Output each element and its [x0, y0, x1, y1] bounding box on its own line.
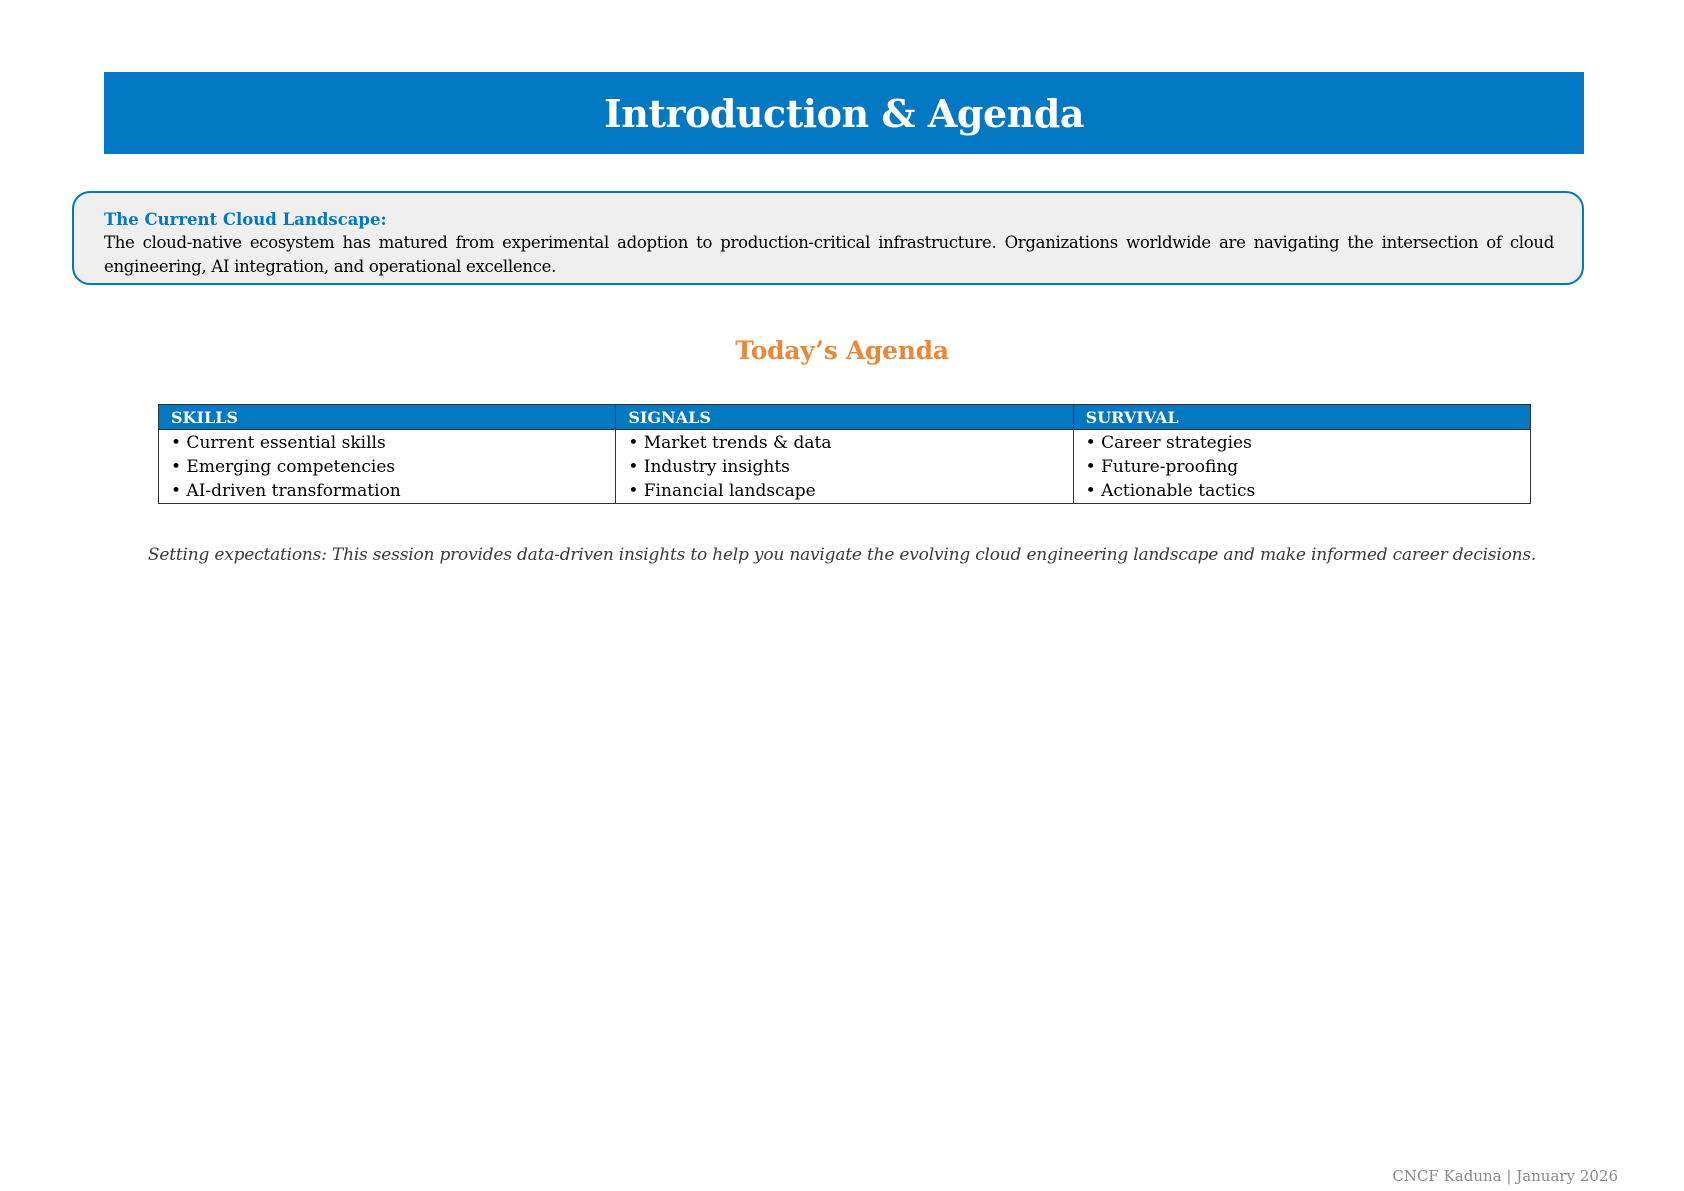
agenda-item: • Current essential skills	[171, 433, 386, 453]
agenda-item: • Market trends & data	[628, 433, 832, 453]
agenda-item: • AI-driven transformation	[171, 481, 401, 501]
agenda-item: • Career strategies	[1085, 433, 1252, 453]
agenda-item: • Actionable tactics	[1085, 481, 1256, 501]
agenda-item: • Industry insights	[628, 457, 790, 477]
title-banner	[104, 72, 1584, 154]
cloud-landscape-box	[72, 191, 1584, 285]
agenda-body-row	[159, 430, 1531, 504]
agenda-column-header-survival: SURVIVAL	[1073, 405, 1530, 430]
footer-text: CNCF Kaduna | January 2026	[1392, 1167, 1618, 1185]
agenda-column-header-skills: SKILLS	[159, 405, 616, 430]
agenda-cell-skills	[159, 430, 616, 504]
agenda-header-row	[159, 405, 1531, 430]
agenda-item: • Emerging competencies	[171, 457, 396, 477]
agenda-cell-signals	[616, 430, 1073, 504]
landscape-heading: The Current Cloud Landscape:	[104, 210, 387, 229]
agenda-heading: Today’s Agenda	[735, 336, 949, 365]
landscape-body: The cloud-native ecosystem has matured from experimental adoption to production-critical infrastructure. Organizations worldwide are navigating the intersection of cloud engineering, AI integration, and operational excellence.	[104, 233, 1554, 276]
agenda-item: • Financial landscape	[628, 481, 816, 501]
expectations-note: Setting expectations: This session provides data-driven insights to help you navigate the evolving cloud engineering landscape and make informed career decisions.	[147, 545, 1537, 565]
agenda-item: • Future-proofing	[1085, 457, 1239, 477]
agenda-cell-survival	[1073, 430, 1530, 504]
page-title: Introduction & Agenda	[604, 90, 1084, 136]
agenda-column-header-signals: SIGNALS	[616, 405, 1073, 430]
agenda-table	[158, 404, 1531, 504]
